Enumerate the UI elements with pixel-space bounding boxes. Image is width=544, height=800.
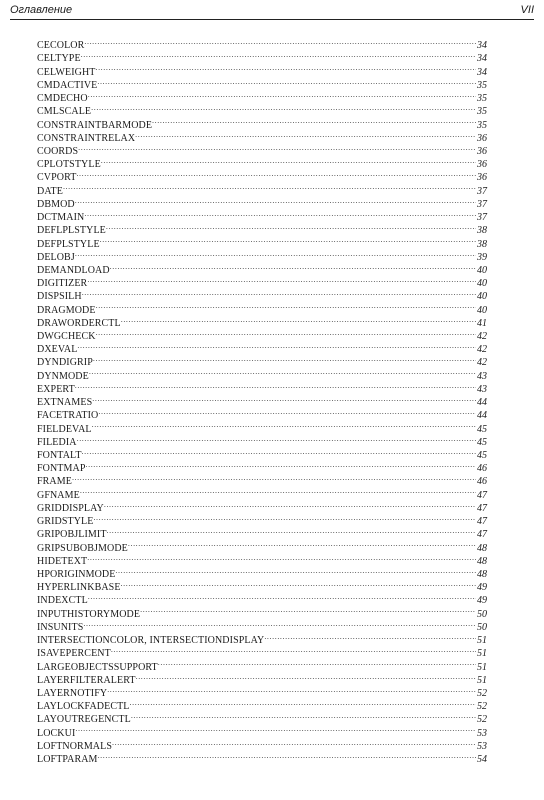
toc-entry-label: CONSTRAINTBARMODE [37, 119, 153, 131]
dot-leader [93, 511, 476, 524]
dot-leader [96, 326, 476, 339]
toc-entry-page: 48 [477, 555, 487, 567]
toc-entry-label: FONTALT [37, 450, 82, 461]
toc-entry[interactable] [37, 141, 487, 157]
toc-entry-label: INPUTHISTORYMODE [37, 608, 141, 620]
dot-leader [111, 643, 476, 656]
toc-entry[interactable] [37, 299, 487, 316]
toc-entry-label: CVPORT [37, 172, 77, 184]
dot-leader [87, 273, 476, 286]
dot-leader [89, 365, 476, 378]
toc-entry[interactable] [37, 75, 487, 91]
toc-entry[interactable] [37, 352, 487, 369]
toc-entry[interactable] [37, 233, 487, 250]
dot-leader [152, 114, 476, 127]
toc-entry-label: DELOBJ [37, 251, 75, 263]
dot-leader [84, 35, 476, 48]
toc-entry-label: EXPERT [37, 383, 75, 395]
toc-entry-page: 45 [477, 436, 487, 448]
dot-leader [131, 709, 476, 722]
toc-entry-label: DCTMAIN [37, 212, 85, 224]
toc-entry-page: 40 [477, 264, 487, 276]
toc-entry[interactable] [37, 35, 487, 52]
toc-entry[interactable] [37, 524, 487, 541]
dot-leader [81, 48, 476, 61]
toc-entry-label: LAYERFILTERALERT [37, 674, 136, 686]
toc-entry-label: HPORIGINMODE [37, 568, 116, 580]
toc-entry-page: 37 [477, 198, 487, 210]
toc-entry-page: 46 [477, 463, 487, 475]
dot-leader [75, 194, 476, 207]
toc-entry-page: 47 [477, 502, 487, 514]
toc-entry-label: ISAVEPERCENT [37, 648, 111, 660]
toc-entry-label: LOFTPARAM [37, 754, 98, 766]
toc-entry-page: 54 [477, 754, 487, 766]
toc-entry-page: 35 [477, 93, 487, 105]
toc-entry-page: 38 [477, 225, 487, 237]
toc-entry[interactable] [37, 220, 487, 237]
toc-entry[interactable] [37, 617, 487, 633]
toc-entry[interactable] [37, 326, 487, 343]
toc-entry-page: 42 [477, 357, 487, 369]
dot-leader [78, 141, 476, 154]
toc-entry[interactable] [37, 365, 487, 382]
toc-entry-label: LAYERNOTIFY [37, 687, 108, 699]
dot-leader [88, 590, 476, 603]
dot-leader [88, 88, 476, 101]
dot-leader [82, 286, 476, 299]
toc-entry[interactable] [37, 564, 487, 580]
toc-entry-label: HIDETEXT [37, 555, 88, 567]
dot-leader [110, 260, 476, 273]
dot-leader [97, 75, 476, 88]
toc-entry-label: CELTYPE [37, 53, 81, 65]
toc-entry-page: 49 [477, 582, 487, 594]
toc-entry-label: DIGITIZER [37, 278, 88, 290]
toc-entry-page: 52 [477, 714, 487, 726]
dot-leader [130, 696, 476, 709]
dot-leader [93, 352, 476, 365]
toc-entry-page: 52 [477, 701, 487, 713]
toc-entry-page: 52 [477, 687, 487, 699]
toc-entry-label: DEFLPLSTYLE [37, 225, 106, 237]
dot-leader [92, 418, 476, 431]
toc-entry[interactable] [37, 749, 487, 766]
toc-entry-label: GRIDDISPLAY [37, 502, 104, 514]
toc-entry-page: 44 [477, 410, 487, 422]
dot-leader [112, 736, 476, 749]
toc-entry-label: DWGCHECK [37, 331, 96, 343]
dot-leader [101, 154, 476, 167]
dot-leader [107, 524, 476, 537]
dot-leader [77, 432, 476, 445]
dot-leader [95, 61, 476, 74]
toc-entry-page: 47 [477, 516, 487, 528]
toc-entry-label: DATE [37, 185, 63, 197]
dot-leader [91, 101, 476, 114]
toc-entry[interactable] [37, 339, 487, 356]
toc-entry-page: 48 [477, 568, 487, 580]
toc-entry-label: FONTMAP [37, 463, 86, 475]
dot-leader [82, 445, 476, 458]
toc-entry-page: 42 [477, 344, 487, 356]
toc-entry[interactable] [37, 101, 487, 118]
toc-entry-page: 45 [477, 450, 487, 461]
toc-entry[interactable] [37, 511, 487, 528]
toc-entry-page: 36 [477, 172, 487, 184]
toc-entry-page: 35 [477, 119, 487, 131]
toc-entry-page: 49 [477, 595, 487, 607]
toc-entry[interactable] [37, 260, 487, 276]
toc-entry-page: 51 [477, 648, 487, 660]
toc-entry-label: DYNMODE [37, 370, 89, 382]
toc-entry-label: CECOLOR [37, 40, 85, 52]
toc-entry[interactable] [37, 551, 487, 567]
toc-entry-page: 34 [477, 53, 487, 65]
toc-entry-page: 53 [477, 740, 487, 752]
toc-entry-label: LARGEOBJECTSSUPPORT [37, 661, 158, 673]
toc-entry[interactable] [37, 471, 487, 488]
dot-leader [96, 299, 476, 312]
toc-entry-page: 42 [477, 331, 487, 343]
toc-entry[interactable] [37, 484, 487, 501]
toc-entry-page: 36 [477, 159, 487, 171]
toc-entry-page: 40 [477, 291, 487, 303]
dot-leader [115, 564, 476, 577]
dot-leader [63, 180, 476, 193]
toc-entry[interactable] [37, 286, 487, 303]
toc-entry-page: 35 [477, 79, 487, 91]
toc-entry-page: 35 [477, 106, 487, 118]
toc-entry[interactable] [37, 458, 487, 475]
toc-entry[interactable] [37, 194, 487, 210]
toc-entry[interactable] [37, 88, 487, 105]
page-header [10, 3, 534, 19]
dot-leader [100, 233, 476, 246]
toc-entry-label: DYNDIGRIP [37, 357, 93, 369]
dot-leader [98, 405, 476, 418]
toc-entry-page: 36 [477, 145, 487, 157]
dot-leader [98, 749, 476, 762]
dot-leader [84, 207, 476, 220]
toc-entry-label: CMLSCALE [37, 106, 92, 118]
toc-entry[interactable] [37, 445, 487, 461]
toc-entry-label: DBMOD [37, 198, 75, 210]
toc-entry-label: FACETRATIO [37, 410, 99, 422]
dot-leader [121, 313, 476, 326]
toc-entry-page: 46 [477, 476, 487, 488]
toc-entry-label: FRAME [37, 476, 72, 488]
dot-leader [104, 498, 476, 511]
dot-leader [75, 247, 476, 260]
toc-entry[interactable] [37, 590, 487, 607]
dot-leader [136, 670, 476, 683]
dot-leader [75, 379, 476, 392]
dot-leader [106, 220, 476, 233]
toc-entry-page: 50 [477, 621, 487, 633]
toc-entry-label: GRIPSUBOBJMODE [37, 542, 128, 554]
toc-entry-page: 51 [477, 661, 487, 673]
dot-leader [121, 577, 476, 590]
toc-entry-page: 45 [477, 423, 487, 435]
dot-leader [264, 630, 476, 643]
toc-entry[interactable] [37, 432, 487, 448]
toc-entry-label: CPLOTSTYLE [37, 159, 101, 171]
toc-entry-page: 47 [477, 529, 487, 541]
toc-entry[interactable] [37, 247, 487, 263]
toc-entry-label: INDEXCTL [37, 595, 88, 607]
toc-entry-page: 43 [477, 370, 487, 382]
header-rule [10, 19, 534, 20]
toc-entry-page: 40 [477, 304, 487, 316]
toc-entry[interactable] [37, 207, 487, 224]
toc-entry[interactable] [37, 167, 487, 184]
toc-entry-page: 51 [477, 674, 487, 686]
toc-entry-label: CMDACTIVE [37, 79, 98, 91]
toc-entry-page: 53 [477, 727, 487, 739]
toc-entry-label: CMDECHO [37, 93, 88, 105]
table-of-contents [37, 35, 487, 766]
toc-entry[interactable] [37, 630, 487, 647]
toc-entry-page: 43 [477, 383, 487, 395]
toc-entry[interactable] [37, 273, 487, 290]
toc-entry[interactable] [37, 418, 487, 435]
dot-leader [72, 471, 476, 484]
dot-leader [140, 603, 476, 616]
toc-entry-page: 47 [477, 489, 487, 501]
toc-entry[interactable] [37, 603, 487, 620]
toc-entry-label: GRIDSTYLE [37, 516, 94, 528]
toc-entry-label: FIELDEVAL [37, 423, 92, 435]
dot-leader [76, 167, 476, 180]
running-title: Оглавление [10, 4, 73, 16]
toc-entry-label: HYPERLINKBASE [37, 582, 121, 594]
toc-entry-label: DRAGMODE [37, 304, 96, 316]
toc-entry[interactable] [37, 722, 487, 739]
dot-leader [92, 392, 476, 405]
toc-entry-label: GFNAME [37, 489, 80, 501]
toc-entry[interactable] [37, 405, 487, 422]
toc-entry-page: 51 [477, 635, 487, 647]
toc-entry-label: CELWEIGHT [37, 66, 96, 78]
toc-entry[interactable] [37, 313, 487, 329]
toc-entry-page: 36 [477, 132, 487, 144]
toc-entry-label: LAYLOCKFADECTL [37, 701, 130, 713]
toc-entry-page: 40 [477, 278, 487, 290]
dot-leader [80, 484, 476, 497]
toc-entry-page: 50 [477, 608, 487, 620]
dot-leader [83, 617, 476, 630]
toc-entry-label: CONSTRAINTRELAX [37, 132, 136, 144]
toc-entry-label: DEFPLSTYLE [37, 238, 100, 250]
toc-entry-label: COORDS [37, 145, 79, 157]
toc-entry-label: FILEDIA [37, 436, 77, 448]
toc-entry-label: DXEVAL [37, 344, 78, 356]
toc-entry-page: 38 [477, 238, 487, 250]
toc-entry[interactable] [37, 180, 487, 197]
toc-entry[interactable] [37, 736, 487, 752]
toc-entry-label: LOFTNORMALS [37, 740, 112, 752]
toc-entry[interactable] [37, 114, 487, 131]
toc-entry-label: EXTNAMES [37, 397, 93, 409]
toc-entry-page: 34 [477, 40, 487, 52]
toc-entry[interactable] [37, 61, 487, 78]
dot-leader [128, 537, 476, 550]
dot-leader [135, 128, 476, 141]
toc-entry-page: 39 [477, 251, 487, 263]
toc-entry-label: LOCKUI [37, 727, 76, 739]
toc-entry-label: INSUNITS [37, 621, 84, 633]
dot-leader [86, 458, 477, 471]
dot-leader [75, 722, 476, 735]
toc-entry[interactable] [37, 48, 487, 65]
dot-leader [158, 656, 476, 669]
toc-entry-label: DRAWORDERCTL [37, 317, 121, 329]
toc-entry-label: DEMANDLOAD [37, 264, 110, 276]
dot-leader [107, 683, 476, 696]
toc-entry-page: 41 [477, 317, 487, 329]
toc-entry[interactable] [37, 154, 487, 171]
toc-entry-label: GRIPOBJLIMIT [37, 529, 107, 541]
toc-entry-label: LAYOUTREGENCTL [37, 714, 131, 726]
toc-entry-label: DISPSILH [37, 291, 82, 303]
toc-entry-page: 48 [477, 542, 487, 554]
toc-entry-label: INTERSECTIONCOLOR, INTERSECTIONDISPLAY [37, 635, 265, 647]
toc-entry[interactable] [37, 392, 487, 409]
toc-entry-page: 44 [477, 397, 487, 409]
toc-entry-page: 34 [477, 66, 487, 78]
toc-entry-page: 37 [477, 185, 487, 197]
toc-entry[interactable] [37, 379, 487, 395]
toc-entry[interactable] [37, 498, 487, 514]
toc-entry-page: 37 [477, 212, 487, 224]
page-number: VII [520, 4, 534, 16]
dot-leader [87, 551, 476, 564]
dot-leader [77, 339, 476, 352]
